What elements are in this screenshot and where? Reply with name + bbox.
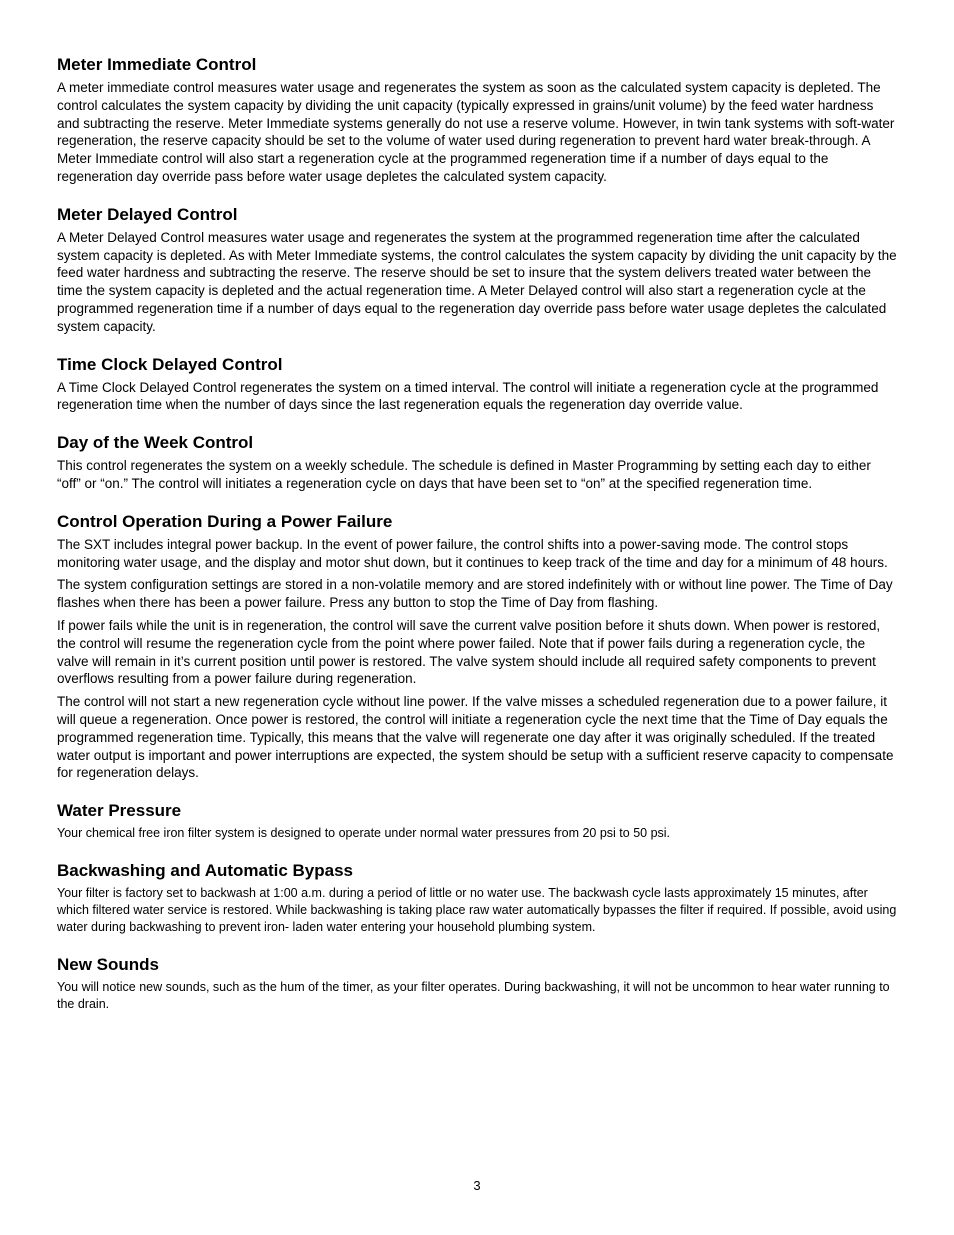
section-heading: Water Pressure [57,801,182,821]
section-time-clock-delayed-control [57,354,897,415]
section-heading: Meter Immediate Control [57,55,257,74]
section-new-sounds [57,954,897,1013]
section-backwashing [57,860,897,936]
section-paragraph: A meter immediate control measures water usage and regenerates the system as soon as the calculated system capacity is depleted. The control calculates the system capacity by dividing the unit capacity (typically expressed in grains/unit volume) by the feed water hardness and subtracting the reserve. Meter Immediate systems generally do not use a reserve volume. However, in twin tank systems with soft-water regeneration, the reserve capacity should be set to the volume of water used during regeneration to prevent hard water break-through. A Meter Immediate control will also start a regeneration cycle at the programmed regeneration time if a number of days equal to the regeneration day override pass before water usage depletes the calculated system capacity. [57,80,895,184]
section-paragraph: A Time Clock Delayed Control regenerates the system on a timed interval. The control will initiate a regeneration cycle at the programmed regeneration time when the number of days since the last regeneration equals the regeneration day override value. [57,379,879,413]
section-heading: Time Clock Delayed Control [57,354,283,374]
section-paragraph: The control will not start a new regeneration cycle without line power. If the valve misses a scheduled regeneration due to a power failure, it will queue a regeneration. Once power is restored, the control will initiate a regeneration cycle the next time that the Time of Day equals the programmed regeneration time. Typically, this means that the valve will regenerate one day after it was originally scheduled. If the treated water output is important and power interruptions are expected, the system should be setup with a sufficient reserve capacity to compensate for regeneration delays. [57,694,894,781]
section-paragraph: This control regenerates the system on a weekly schedule. The schedule is defined in Master Programming by setting each day to either “off” or “on.” The control will initiates a regeneration cycle on days that have been set to “on” at the specified regeneration time. [57,458,871,491]
section-paragraph: The SXT includes integral power backup. In the event of power failure, the control shifts into a power-saving mode. The control stops monitoring water usage, and the display and motor shut down, but it continues to keep track of the time and day for a minimum of 48 hours. [57,536,888,570]
section-paragraph: The system configuration settings are stored in a non-volatile memory and are stored indefinitely with or without line power. The Time of Day flashes when there has been a power failure. Press any button to stop the Time of Day from flashing. [57,577,893,611]
section-heading: Control Operation During a Power Failure [57,511,393,531]
section-meter-immediate-control [57,54,897,186]
document-page [57,54,897,1031]
section-paragraph: A Meter Delayed Control measures water usage and regenerates the system at the programmed regeneration time after the calculated system capacity is depleted. As with Meter Immediate systems, the control calculates the system capacity by dividing the unit capacity by the feed water hardness and subtracting the reserve. The reserve should be set to insure that the system delivers treated water between the time the system capacity is depleted and the actual regeneration time. A Meter Delayed control will also start a regeneration cycle at the programmed regeneration time if a number of days equal to the regeneration day override pass before water usage depletes the calculated system capacity. [57,229,897,334]
section-heading: Backwashing and Automatic Bypass [57,861,354,881]
section-paragraph: If power fails while the unit is in regeneration, the control will save the current valve position before it shuts down. When power is restored, the control will resume the regeneration cycle from the point where power failed. Note that if power fails during a regeneration cycle, the valve will remain in it’s current position until power is restored. The valve system should include all required safety components to prevent overflows resulting from a power failure during regeneration. [57,617,881,687]
section-heading: Day of the Week Control [57,433,254,453]
section-meter-delayed-control [57,204,897,336]
section-water-pressure [57,800,897,842]
section-paragraph: You will notice new sounds, such as the hum of the timer, as your filter operates. During backwashing, it will not be uncommon to hear water running to the drain. [57,980,890,1012]
section-heading: Meter Delayed Control [57,204,238,224]
section-day-of-the-week-control [57,432,897,493]
section-paragraph: Your filter is factory set to backwash at 1:00 a.m. during a period of little or no water use. The backwash cycle lasts approximately 15 minutes, after which filtered water service is restored. While backwashing is taking place raw water automatically bypasses the filter if required. If possible, avoid using water during backwashing to prevent iron- laden water entering your household plumbing system. [57,886,897,935]
section-heading: New Sounds [57,955,160,975]
section-power-failure [57,511,897,782]
section-paragraph: Your chemical free iron filter system is designed to operate under normal water pressures from 20 psi to 50 psi. [57,826,671,841]
page-number: 3 [473,1178,481,1193]
